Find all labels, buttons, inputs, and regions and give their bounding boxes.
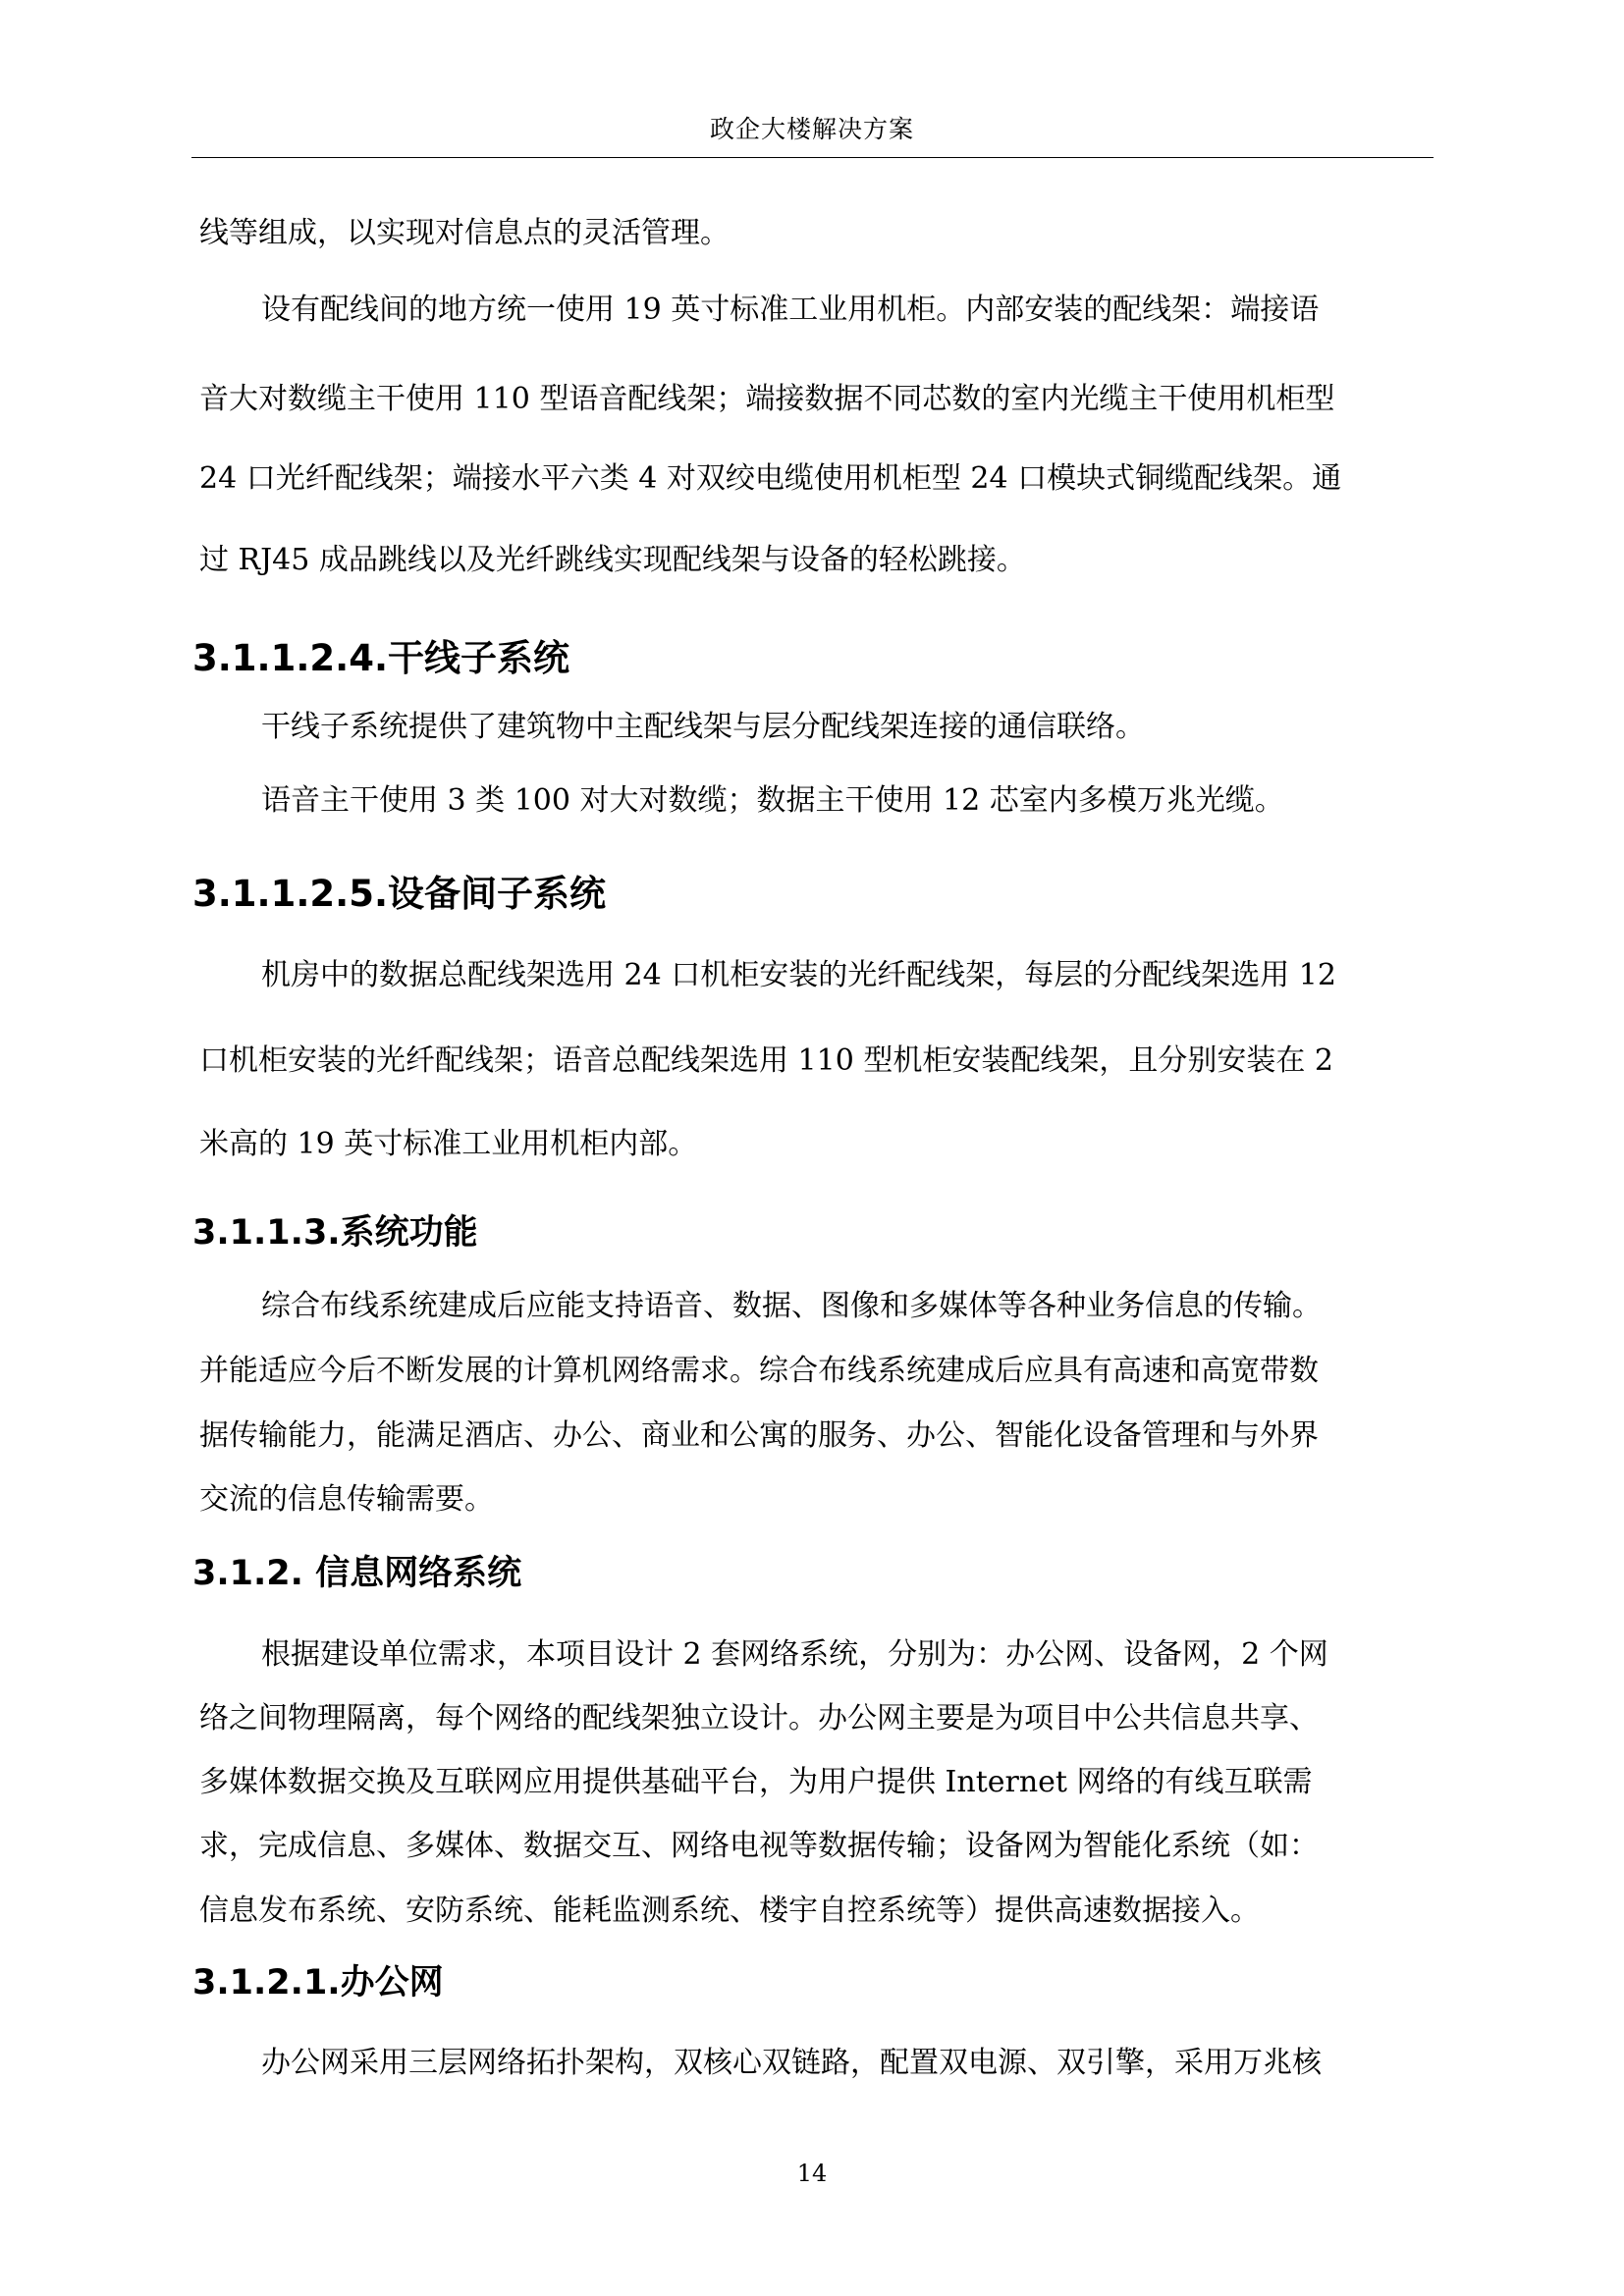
paragraph-line: 设有配线间的地方统一使用 19 英寸标准工业用机柜。内部安装的配线架：端接语 <box>261 293 1320 327</box>
section-heading: 3.1.2. 信息网络系统 <box>192 1554 522 1593</box>
section-heading: 3.1.1.3.系统功能 <box>192 1213 478 1253</box>
section-heading: 3.1.1.2.5.设备间子系统 <box>192 873 607 915</box>
paragraph-line: 办公网采用三层网络拓扑架构，双核心双链路，配置双电源、双引擎，采用万兆核 <box>261 2046 1322 2080</box>
paragraph-line: 信息发布系统、安防系统、能耗监测系统、楼宇自控系统等）提供高速数据接入。 <box>199 1894 1260 1928</box>
paragraph-line: 综合布线系统建成后应能支持语音、数据、图像和多媒体等各种业务信息的传输。 <box>261 1289 1322 1323</box>
paragraph-line: 线等组成，以实现对信息点的灵活管理。 <box>199 216 730 250</box>
paragraph-line: 并能适应今后不断发展的计算机网络需求。综合布线系统建成后应具有高速和高宽带数 <box>199 1354 1319 1388</box>
paragraph-line: 多媒体数据交换及互联网应用提供基础平台，为用户提供 Internet 网络的有线互联需 <box>199 1765 1313 1799</box>
paragraph-line: 络之间物理隔离，每个网络的配线架独立设计。办公网主要是为项目中公共信息共享、 <box>199 1701 1319 1735</box>
paragraph-line: 音大对数缆主干使用 110 型语音配线架；端接数据不同芯数的室内光缆主干使用机柜型 <box>199 382 1335 416</box>
section-heading: 3.1.2.1.办公网 <box>192 1963 444 2002</box>
header-divider <box>191 157 1434 158</box>
paragraph-line: 根据建设单位需求，本项目设计 2 套网络系统，分别为：办公网、设备网，2 个网 <box>261 1637 1328 1672</box>
paragraph-line: 米高的 19 英寸标准工业用机柜内部。 <box>199 1127 698 1161</box>
paragraph-line: 干线子系统提供了建筑物中主配线架与层分配线架连接的通信联络。 <box>261 710 1145 744</box>
paragraph-line: 求，完成信息、多媒体、数据交互、网络电视等数据传输；设备网为智能化系统（如： <box>199 1829 1319 1863</box>
paragraph-line: 机房中的数据总配线架选用 24 口机柜安装的光纤配线架，每层的分配线架选用 12 <box>261 958 1336 992</box>
paragraph-line: 24 口光纤配线架；端接水平六类 4 对双绞电缆使用机柜型 24 口模块式铜缆配线架。通 <box>199 461 1342 496</box>
page-header-title: 政企大楼解决方案 <box>709 115 914 143</box>
paragraph-line: 据传输能力，能满足酒店、办公、商业和公寓的服务、办公、智能化设备管理和与外界 <box>199 1418 1319 1453</box>
paragraph-line: 口机柜安装的光纤配线架；语音总配线架选用 110 型机柜安装配线架，且分别安装在 2 <box>199 1043 1333 1078</box>
paragraph-line: 交流的信息传输需要。 <box>199 1482 494 1517</box>
paragraph-line: 过 RJ45 成品跳线以及光纤跳线实现配线架与设备的轻松跳接。 <box>199 543 1026 577</box>
section-heading: 3.1.1.2.4.干线子系统 <box>192 637 570 679</box>
page-number: 14 <box>796 2160 828 2187</box>
paragraph-line: 语音主干使用 3 类 100 对大对数缆；数据主干使用 12 芯室内多模万兆光缆。 <box>261 783 1284 818</box>
